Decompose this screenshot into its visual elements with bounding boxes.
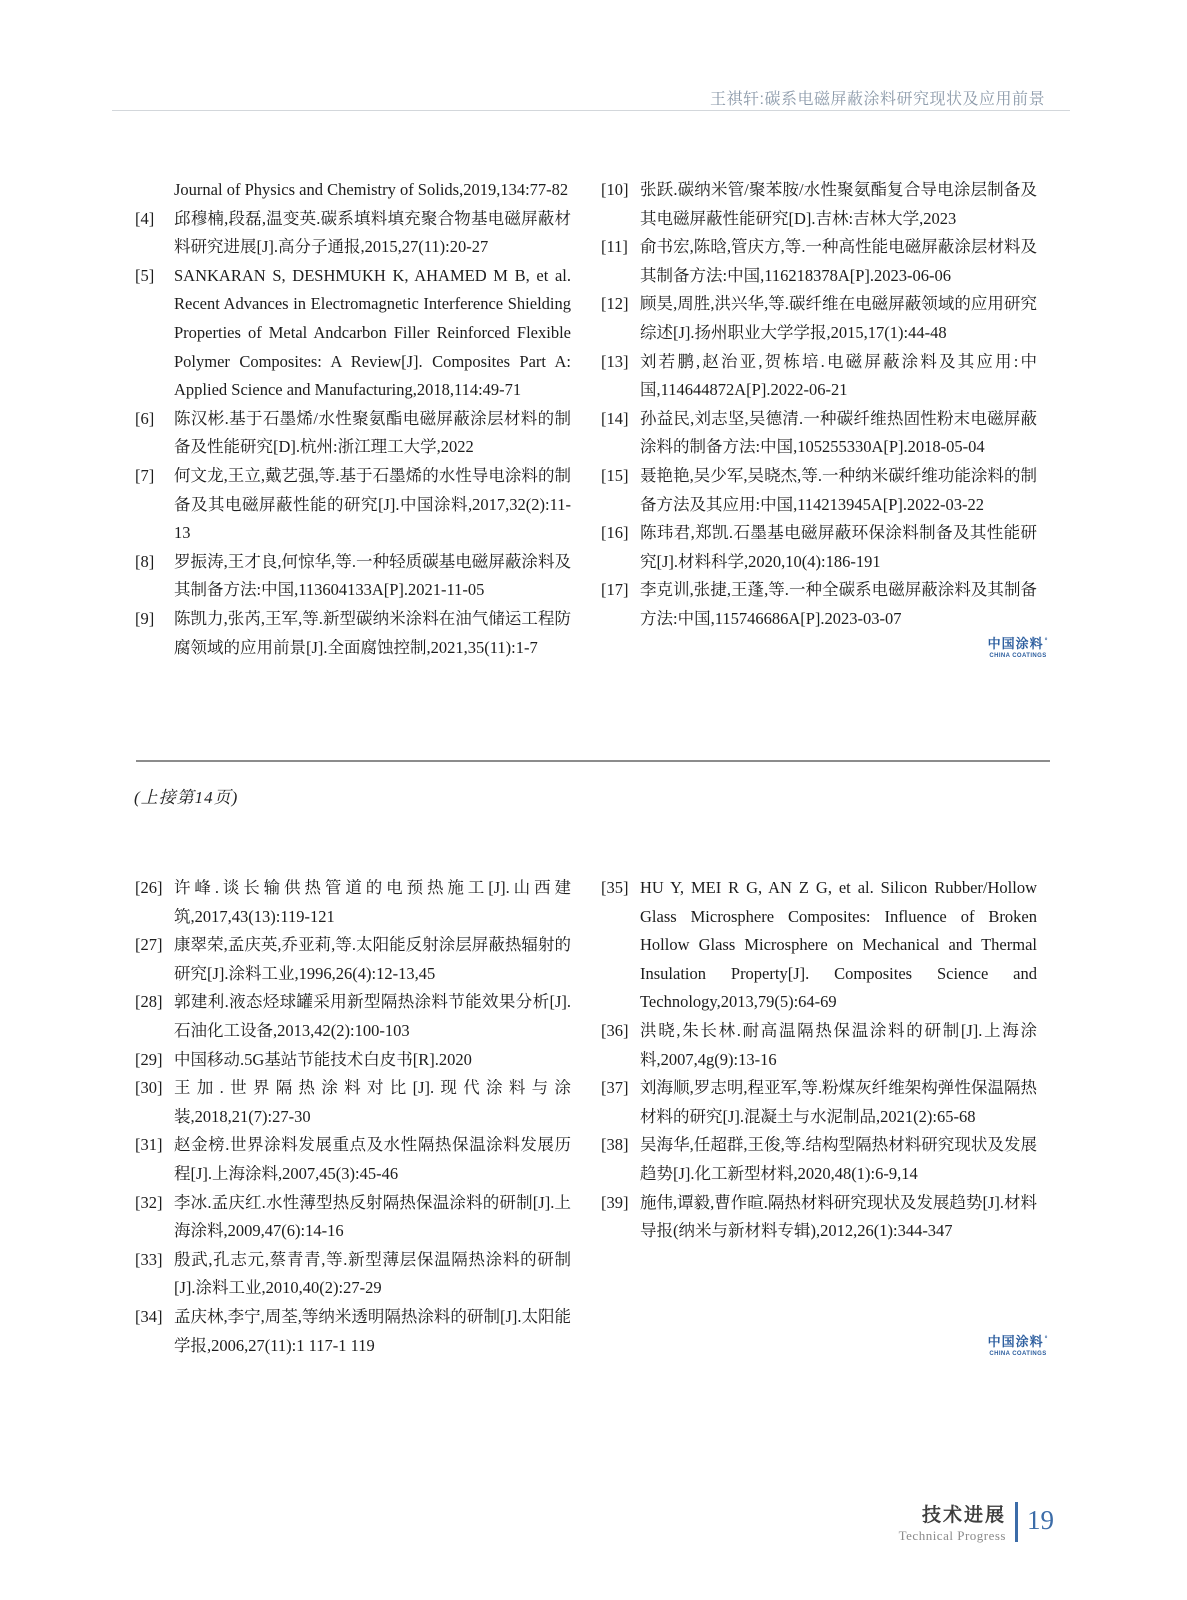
reference-entry bbox=[601, 290, 1037, 347]
reference-text: 孙益民,刘志坚,吴德清.一种碳纤维热固性粉末电磁屏蔽涂料的制备方法:中国,105255330A[P].2018-05-04 bbox=[640, 408, 1037, 457]
reference-number: [17] bbox=[601, 580, 629, 600]
reference-entry bbox=[135, 1131, 571, 1188]
reference-number: [31] bbox=[135, 1135, 163, 1155]
reference-entry bbox=[135, 1246, 571, 1303]
reference-number: [33] bbox=[135, 1249, 163, 1269]
reference-text: 刘若鹏,赵治亚,贺栋培.电磁屏蔽涂料及其应用:中国,114644872A[P].2022-06-21 bbox=[640, 351, 1037, 400]
references-top-right-column bbox=[601, 176, 1037, 662]
reference-entry bbox=[601, 462, 1037, 519]
reference-text: 孟庆林,李宁,周荃,等纳米透明隔热涂料的研制[J].太阳能学报,2006,27(11):1 117-1 119 bbox=[174, 1306, 571, 1355]
reference-entry bbox=[135, 988, 571, 1045]
reference-number: [30] bbox=[135, 1078, 163, 1098]
logo-english-text: CHINA COATINGS bbox=[989, 1351, 1047, 1357]
reference-text: 李冰.孟庆红.水性薄型热反射隔热保温涂料的研制[J].上海涂料,2009,47(6):14-16 bbox=[174, 1192, 571, 1241]
reference-entry bbox=[601, 874, 1037, 1017]
reference-entry bbox=[601, 233, 1037, 290]
reference-text: 洪晓,朱长林.耐高温隔热保温涂料的研制[J].上海涂料,2007,4g(9):13-16 bbox=[640, 1020, 1037, 1069]
reference-number: [5] bbox=[135, 265, 155, 285]
reference-entry bbox=[601, 176, 1037, 233]
reference-text: 殷武,孔志元,蔡青青,等.新型薄层保温隔热涂料的研制[J].涂料工业,2010,40(2):27-29 bbox=[174, 1249, 571, 1298]
reference-number: [6] bbox=[135, 408, 155, 428]
references-bottom-left-column bbox=[135, 874, 571, 1360]
reference-entry bbox=[135, 176, 571, 205]
page-number: 19 bbox=[1027, 1504, 1054, 1535]
reference-number: [27] bbox=[135, 935, 163, 955]
reference-number: [12] bbox=[601, 294, 629, 314]
references-bottom-right-column bbox=[601, 874, 1037, 1360]
logo-trademark-mark: ° bbox=[1044, 637, 1049, 645]
reference-text: 郭建利.液态烃球罐采用新型隔热涂料节能效果分析[J].石油化工设备,2013,42(2):100-103 bbox=[174, 992, 571, 1040]
continuation-note: (上接第14页) bbox=[134, 788, 239, 807]
reference-text: 刘海顺,罗志明,程亚军,等.粉煤灰纤维架构弹性保温隔热材料的研究[J].混凝土与水泥制品,2021(2):65-68 bbox=[640, 1078, 1037, 1126]
reference-number: [35] bbox=[601, 878, 629, 897]
reference-text: 聂艳艳,吴少军,吴晓杰,等.一种纳米碳纤维功能涂料的制备方法及其应用:中国,114213945A[P].2022-03-22 bbox=[640, 465, 1037, 514]
reference-text: 邱穆楠,段磊,温变英.碳系填料填充聚合物基电磁屏蔽材料研究进展[J].高分子通报,2015,27(11):20-27 bbox=[174, 208, 571, 257]
reference-text: 顾昊,周胜,洪兴华,等.碳纤维在电磁屏蔽领域的应用研究综述[J].扬州职业大学学报,2015,17(1):44-48 bbox=[640, 294, 1037, 342]
reference-entry bbox=[601, 1131, 1037, 1188]
reference-number: [13] bbox=[601, 351, 629, 371]
reference-entry bbox=[135, 1046, 571, 1075]
reference-number: [37] bbox=[601, 1078, 629, 1098]
footer-accent-bar bbox=[1015, 1502, 1018, 1542]
reference-text: 罗振涛,王才良,何惊华,等.一种轻质碳基电磁屏蔽涂料及其制备方法:中国,113604133A[P].2021-11-05 bbox=[174, 551, 571, 600]
reference-text: 中国移动.5G基站节能技术白皮书[R].2020 bbox=[174, 1049, 472, 1069]
reference-entry bbox=[135, 405, 571, 462]
reference-text: 吴海华,任超群,王俊,等.结构型隔热材料研究现状及发展趋势[J].化工新型材料,2020,48(1):6-9,14 bbox=[640, 1135, 1037, 1183]
reference-text: SANKARAN S, DESHMUKH K, AHAMED M B, et al. Recent Advances in Electromagnetic Interference Shielding Properties of Metal Andcarbon Filler Reinforced Flexible Polymer Composites: A Review[J]. Composites Part A: Applied Science and Manufacturing,2018,114:49-71 bbox=[174, 265, 571, 400]
reference-number: [14] bbox=[601, 408, 629, 428]
footer-section-labels bbox=[899, 1500, 1006, 1544]
reference-entry bbox=[135, 205, 571, 262]
logo-english-text: CHINA COATINGS bbox=[989, 653, 1047, 659]
reference-text: Journal of Physics and Chemistry of Solids,2019,134:77-82 bbox=[174, 180, 569, 199]
reference-number: [11] bbox=[601, 237, 628, 257]
reference-number: [15] bbox=[601, 465, 629, 485]
reference-number: [10] bbox=[601, 180, 629, 199]
reference-number: [32] bbox=[135, 1192, 163, 1212]
references-top-left-column bbox=[135, 176, 571, 662]
reference-number: [7] bbox=[135, 465, 155, 485]
reference-number: [34] bbox=[135, 1306, 163, 1326]
reference-entry bbox=[135, 1189, 571, 1246]
reference-text: 陈汉彬.基于石墨烯/水性聚氨酯电磁屏蔽涂层材料的制备及性能研究[D].杭州:浙江理工大学,2022 bbox=[174, 408, 571, 457]
running-head-title: 王祺轩:碳系电磁屏蔽涂料研究现状及应用前景 bbox=[710, 91, 1045, 108]
reference-entry bbox=[135, 605, 571, 662]
references-section-bottom bbox=[135, 874, 1037, 1360]
reference-entry bbox=[135, 1303, 571, 1360]
reference-entry bbox=[601, 576, 1037, 633]
reference-number: [4] bbox=[135, 208, 155, 228]
reference-number: [39] bbox=[601, 1192, 629, 1212]
reference-entry bbox=[135, 548, 571, 605]
reference-entry bbox=[135, 931, 571, 988]
reference-text: 施伟,谭毅,曹作暄.隔热材料研究现状及发展趋势[J].材料导报(纳米与新材料专辑),2012,26(1):344-347 bbox=[640, 1192, 1037, 1241]
reference-number: [38] bbox=[601, 1135, 629, 1155]
logo-chinese-text: 中国涂料° bbox=[987, 636, 1049, 651]
reference-entry bbox=[601, 519, 1037, 576]
footer-section-title-en: Technical Progress bbox=[898, 1528, 1006, 1543]
page-footer bbox=[899, 1500, 1054, 1544]
reference-text: 俞书宏,陈晗,管庆方,等.一种高性能电磁屏蔽涂层材料及其制备方法:中国,116218378A[P].2023-06-06 bbox=[640, 237, 1037, 285]
reference-text: 何文龙,王立,戴艺强,等.基于石墨烯的水性导电涂料的制备及其电磁屏蔽性能的研究[J].中国涂料,2017,32(2):11-13 bbox=[174, 465, 571, 543]
reference-entry bbox=[601, 348, 1037, 405]
logo-trademark-mark: ° bbox=[1044, 1335, 1049, 1343]
reference-entry bbox=[135, 874, 571, 931]
reference-text: 王加.世界隔热涂料对比[J].现代涂料与涂装,2018,21(7):27-30 bbox=[174, 1078, 571, 1126]
reference-text: 李克训,张捷,王蓬,等.一种全碳系电磁屏蔽涂料及其制备方法:中国,115746686A[P].2023-03-07 bbox=[640, 580, 1037, 628]
reference-number: [36] bbox=[601, 1020, 629, 1040]
reference-text: 康翠荣,孟庆英,乔亚莉,等.太阳能反射涂层屏蔽热辐射的研究[J].涂料工业,1996,26(4):12-13,45 bbox=[174, 935, 571, 983]
reference-number: [28] bbox=[135, 992, 163, 1012]
reference-number bbox=[135, 176, 174, 205]
reference-entry bbox=[601, 1017, 1037, 1074]
footer-section-title-zh: 技术进展 bbox=[921, 1505, 1006, 1526]
reference-number: [16] bbox=[601, 523, 629, 543]
reference-text: 赵金榜.世界涂料发展重点及水性隔热保温涂料发展历程[J].上海涂料,2007,45(3):45-46 bbox=[174, 1135, 571, 1183]
china-coatings-logo bbox=[986, 1331, 1050, 1357]
logo-chinese-text: 中国涂料° bbox=[987, 1334, 1049, 1349]
reference-number: [9] bbox=[135, 608, 155, 628]
china-coatings-logo bbox=[986, 633, 1050, 659]
reference-entry bbox=[135, 1074, 571, 1131]
reference-number: [29] bbox=[135, 1049, 163, 1069]
reference-text: 陈凯力,张芮,王军,等.新型碳纳米涂料在油气储运工程防腐领域的应用前景[J].全面腐蚀控制,2021,35(11):1-7 bbox=[174, 608, 571, 657]
reference-entry bbox=[601, 1074, 1037, 1131]
reference-text: 张跃.碳纳米管/聚苯胺/水性聚氨酯复合导电涂层制备及其电磁屏蔽性能研究[D].吉林:吉林大学,2023 bbox=[640, 180, 1037, 228]
reference-entry bbox=[135, 462, 571, 548]
reference-number: [8] bbox=[135, 551, 155, 571]
reference-entry bbox=[601, 1189, 1037, 1246]
section-divider-line bbox=[136, 760, 1050, 762]
reference-entry bbox=[135, 262, 571, 405]
reference-text: 许峰.谈长输供热管道的电预热施工[J].山西建筑,2017,43(13):119-121 bbox=[174, 878, 571, 926]
references-section-top bbox=[135, 176, 1037, 662]
reference-entry bbox=[601, 405, 1037, 462]
reference-text: HU Y, MEI R G, AN Z G, et al. Silicon Rubber/Hollow Glass Microsphere Composites: Influence of Broken Hollow Glass Microsphere on Mechanical and Thermal Insulation Property[J]. Composites Science and Technology,2013,79(5):64-69 bbox=[640, 878, 1037, 1012]
reference-text: 陈玮君,郑凯.石墨基电磁屏蔽环保涂料制备及其性能研究[J].材料科学,2020,10(4):186-191 bbox=[640, 523, 1037, 571]
header-divider-line bbox=[112, 110, 1070, 111]
reference-number: [26] bbox=[135, 878, 163, 897]
